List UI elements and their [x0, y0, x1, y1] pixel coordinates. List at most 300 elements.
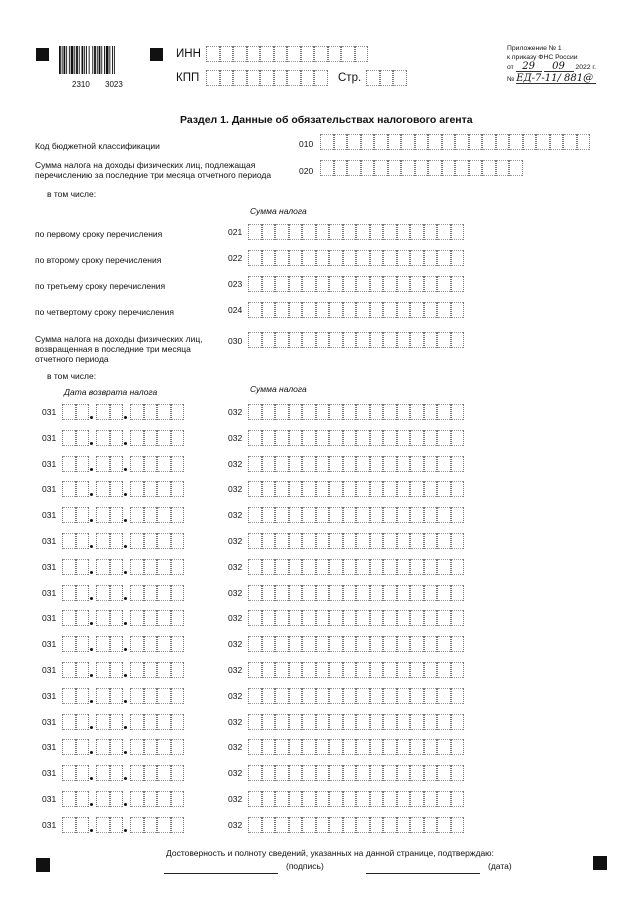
- char-cell[interactable]: [316, 765, 330, 781]
- char-cell[interactable]: [130, 817, 144, 833]
- char-cell[interactable]: [410, 662, 424, 678]
- return-sum-field[interactable]: [248, 739, 464, 755]
- char-cell[interactable]: [316, 404, 330, 420]
- char-cell[interactable]: [110, 404, 124, 420]
- char-cell[interactable]: [76, 817, 90, 833]
- char-cell[interactable]: [157, 688, 171, 704]
- char-cell[interactable]: [96, 662, 110, 678]
- char-cell[interactable]: [370, 739, 384, 755]
- char-cell[interactable]: [302, 559, 316, 575]
- char-cell[interactable]: [96, 559, 110, 575]
- char-cell[interactable]: [410, 533, 424, 549]
- char-cell[interactable]: [302, 507, 316, 523]
- char-cell[interactable]: [329, 250, 343, 266]
- return-sum-field[interactable]: [248, 481, 464, 497]
- char-cell[interactable]: [451, 507, 465, 523]
- return-sum-field[interactable]: [248, 688, 464, 704]
- char-cell[interactable]: [329, 430, 343, 446]
- char-cell[interactable]: [110, 817, 124, 833]
- char-cell[interactable]: [397, 404, 411, 420]
- char-cell[interactable]: [356, 456, 370, 472]
- char-cell[interactable]: [380, 70, 394, 86]
- return-date-field[interactable]: [62, 636, 184, 652]
- char-cell[interactable]: [289, 481, 303, 497]
- char-cell[interactable]: [356, 817, 370, 833]
- char-cell[interactable]: [130, 533, 144, 549]
- char-cell[interactable]: [383, 739, 397, 755]
- char-cell[interactable]: [343, 430, 357, 446]
- char-cell[interactable]: [96, 456, 110, 472]
- char-cell[interactable]: [424, 224, 438, 240]
- char-cell[interactable]: [316, 250, 330, 266]
- char-cell[interactable]: [76, 636, 90, 652]
- return-sum-field[interactable]: [248, 507, 464, 523]
- char-cell[interactable]: [289, 224, 303, 240]
- char-cell[interactable]: [144, 404, 158, 420]
- char-cell[interactable]: [316, 332, 330, 348]
- char-cell[interactable]: [110, 559, 124, 575]
- char-cell[interactable]: [356, 739, 370, 755]
- char-cell[interactable]: [410, 765, 424, 781]
- char-cell[interactable]: [275, 224, 289, 240]
- char-cell[interactable]: [171, 817, 185, 833]
- char-cell[interactable]: [437, 302, 451, 318]
- char-cell[interactable]: [62, 610, 76, 626]
- char-cell[interactable]: [96, 585, 110, 601]
- char-cell[interactable]: [383, 688, 397, 704]
- return-date-field[interactable]: [62, 662, 184, 678]
- char-cell[interactable]: [343, 276, 357, 292]
- return-sum-field[interactable]: [248, 610, 464, 626]
- char-cell[interactable]: [62, 404, 76, 420]
- char-cell[interactable]: [287, 46, 301, 62]
- char-cell[interactable]: [76, 404, 90, 420]
- char-cell[interactable]: [110, 456, 124, 472]
- char-cell[interactable]: [370, 791, 384, 807]
- char-cell[interactable]: [383, 481, 397, 497]
- char-cell[interactable]: [247, 46, 261, 62]
- char-cell[interactable]: [356, 688, 370, 704]
- char-cell[interactable]: [157, 533, 171, 549]
- char-cell[interactable]: [62, 791, 76, 807]
- char-cell[interactable]: [437, 456, 451, 472]
- char-cell[interactable]: [262, 791, 276, 807]
- char-cell[interactable]: [563, 134, 577, 150]
- char-cell[interactable]: [144, 507, 158, 523]
- char-cell[interactable]: [329, 224, 343, 240]
- char-cell[interactable]: [383, 507, 397, 523]
- char-cell[interactable]: [110, 765, 124, 781]
- char-cell[interactable]: [233, 46, 247, 62]
- char-cell[interactable]: [157, 507, 171, 523]
- char-cell[interactable]: [451, 533, 465, 549]
- char-cell[interactable]: [302, 585, 316, 601]
- char-cell[interactable]: [424, 791, 438, 807]
- char-cell[interactable]: [262, 404, 276, 420]
- char-cell[interactable]: [451, 636, 465, 652]
- char-cell[interactable]: [366, 70, 380, 86]
- char-cell[interactable]: [451, 662, 465, 678]
- char-cell[interactable]: [437, 404, 451, 420]
- char-cell[interactable]: [370, 456, 384, 472]
- char-cell[interactable]: [144, 739, 158, 755]
- char-cell[interactable]: [329, 662, 343, 678]
- char-cell[interactable]: [316, 739, 330, 755]
- char-cell[interactable]: [356, 430, 370, 446]
- char-cell[interactable]: [275, 559, 289, 575]
- char-cell[interactable]: [437, 559, 451, 575]
- char-cell[interactable]: [302, 610, 316, 626]
- char-cell[interactable]: [356, 791, 370, 807]
- char-cell[interactable]: [130, 481, 144, 497]
- term-amount-field[interactable]: [248, 302, 464, 318]
- char-cell[interactable]: [437, 688, 451, 704]
- char-cell[interactable]: [383, 533, 397, 549]
- char-cell[interactable]: [469, 160, 483, 176]
- char-cell[interactable]: [248, 765, 262, 781]
- char-cell[interactable]: [171, 533, 185, 549]
- char-cell[interactable]: [397, 688, 411, 704]
- char-cell[interactable]: [130, 585, 144, 601]
- char-cell[interactable]: [144, 817, 158, 833]
- return-sum-field[interactable]: [248, 585, 464, 601]
- char-cell[interactable]: [329, 481, 343, 497]
- char-cell[interactable]: [397, 481, 411, 497]
- char-cell[interactable]: [316, 791, 330, 807]
- char-cell[interactable]: [316, 662, 330, 678]
- char-cell[interactable]: [329, 714, 343, 730]
- char-cell[interactable]: [110, 791, 124, 807]
- char-cell[interactable]: [275, 739, 289, 755]
- char-cell[interactable]: [343, 481, 357, 497]
- char-cell[interactable]: [302, 332, 316, 348]
- char-cell[interactable]: [76, 765, 90, 781]
- char-cell[interactable]: [383, 224, 397, 240]
- char-cell[interactable]: [289, 404, 303, 420]
- char-cell[interactable]: [289, 507, 303, 523]
- char-cell[interactable]: [302, 765, 316, 781]
- char-cell[interactable]: [424, 636, 438, 652]
- char-cell[interactable]: [62, 585, 76, 601]
- char-cell[interactable]: [383, 714, 397, 730]
- char-cell[interactable]: [316, 714, 330, 730]
- char-cell[interactable]: [428, 160, 442, 176]
- return-date-field[interactable]: [62, 481, 184, 497]
- char-cell[interactable]: [410, 332, 424, 348]
- char-cell[interactable]: [397, 610, 411, 626]
- term-amount-field[interactable]: [248, 276, 464, 292]
- char-cell[interactable]: [248, 250, 262, 266]
- char-cell[interactable]: [370, 688, 384, 704]
- char-cell[interactable]: [410, 507, 424, 523]
- char-cell[interactable]: [343, 765, 357, 781]
- char-cell[interactable]: [289, 430, 303, 446]
- char-cell[interactable]: [370, 507, 384, 523]
- char-cell[interactable]: [397, 817, 411, 833]
- char-cell[interactable]: [410, 302, 424, 318]
- char-cell[interactable]: [248, 302, 262, 318]
- char-cell[interactable]: [356, 559, 370, 575]
- return-date-field[interactable]: [62, 817, 184, 833]
- char-cell[interactable]: [262, 456, 276, 472]
- char-cell[interactable]: [144, 430, 158, 446]
- char-cell[interactable]: [451, 765, 465, 781]
- char-cell[interactable]: [220, 46, 234, 62]
- char-cell[interactable]: [260, 70, 274, 86]
- char-cell[interactable]: [171, 714, 185, 730]
- char-cell[interactable]: [410, 714, 424, 730]
- char-cell[interactable]: [397, 430, 411, 446]
- char-cell[interactable]: [262, 739, 276, 755]
- char-cell[interactable]: [316, 817, 330, 833]
- char-cell[interactable]: [370, 662, 384, 678]
- char-cell[interactable]: [509, 160, 523, 176]
- char-cell[interactable]: [329, 507, 343, 523]
- char-cell[interactable]: [410, 456, 424, 472]
- char-cell[interactable]: [329, 404, 343, 420]
- char-cell[interactable]: [248, 714, 262, 730]
- char-cell[interactable]: [316, 688, 330, 704]
- char-cell[interactable]: [62, 507, 76, 523]
- char-cell[interactable]: [275, 585, 289, 601]
- char-cell[interactable]: [424, 765, 438, 781]
- char-cell[interactable]: [383, 250, 397, 266]
- char-cell[interactable]: [248, 662, 262, 678]
- char-cell[interactable]: [356, 765, 370, 781]
- char-cell[interactable]: [110, 507, 124, 523]
- char-cell[interactable]: [262, 507, 276, 523]
- char-cell[interactable]: [157, 430, 171, 446]
- char-cell[interactable]: [275, 688, 289, 704]
- char-cell[interactable]: [248, 559, 262, 575]
- char-cell[interactable]: [76, 559, 90, 575]
- char-cell[interactable]: [275, 507, 289, 523]
- char-cell[interactable]: [329, 559, 343, 575]
- char-cell[interactable]: [370, 481, 384, 497]
- char-cell[interactable]: [410, 250, 424, 266]
- char-cell[interactable]: [383, 636, 397, 652]
- char-cell[interactable]: [289, 817, 303, 833]
- char-cell[interactable]: [206, 70, 220, 86]
- char-cell[interactable]: [383, 610, 397, 626]
- char-cell[interactable]: [397, 224, 411, 240]
- char-cell[interactable]: [437, 481, 451, 497]
- char-cell[interactable]: [370, 610, 384, 626]
- char-cell[interactable]: [424, 456, 438, 472]
- char-cell[interactable]: [410, 481, 424, 497]
- char-cell[interactable]: [76, 481, 90, 497]
- char-cell[interactable]: [144, 610, 158, 626]
- char-cell[interactable]: [289, 302, 303, 318]
- char-cell[interactable]: [233, 70, 247, 86]
- kbk-field[interactable]: [320, 134, 590, 150]
- char-cell[interactable]: [451, 224, 465, 240]
- return-sum-field[interactable]: [248, 765, 464, 781]
- char-cell[interactable]: [370, 636, 384, 652]
- char-cell[interactable]: [329, 636, 343, 652]
- char-cell[interactable]: [62, 559, 76, 575]
- char-cell[interactable]: [289, 791, 303, 807]
- char-cell[interactable]: [275, 481, 289, 497]
- char-cell[interactable]: [274, 46, 288, 62]
- char-cell[interactable]: [415, 134, 429, 150]
- char-cell[interactable]: [110, 662, 124, 678]
- char-cell[interactable]: [329, 688, 343, 704]
- char-cell[interactable]: [144, 765, 158, 781]
- char-cell[interactable]: [262, 559, 276, 575]
- char-cell[interactable]: [289, 662, 303, 678]
- char-cell[interactable]: [347, 134, 361, 150]
- char-cell[interactable]: [536, 134, 550, 150]
- char-cell[interactable]: [383, 662, 397, 678]
- char-cell[interactable]: [274, 70, 288, 86]
- char-cell[interactable]: [262, 610, 276, 626]
- char-cell[interactable]: [316, 585, 330, 601]
- char-cell[interactable]: [343, 610, 357, 626]
- char-cell[interactable]: [383, 791, 397, 807]
- char-cell[interactable]: [275, 456, 289, 472]
- char-cell[interactable]: [316, 302, 330, 318]
- return-date-field[interactable]: [62, 791, 184, 807]
- char-cell[interactable]: [130, 636, 144, 652]
- char-cell[interactable]: [302, 662, 316, 678]
- char-cell[interactable]: [397, 739, 411, 755]
- char-cell[interactable]: [356, 481, 370, 497]
- char-cell[interactable]: [410, 276, 424, 292]
- char-cell[interactable]: [397, 276, 411, 292]
- char-cell[interactable]: [144, 533, 158, 549]
- char-cell[interactable]: [110, 430, 124, 446]
- char-cell[interactable]: [302, 302, 316, 318]
- char-cell[interactable]: [320, 134, 334, 150]
- char-cell[interactable]: [328, 46, 342, 62]
- return-date-field[interactable]: [62, 430, 184, 446]
- char-cell[interactable]: [144, 791, 158, 807]
- char-cell[interactable]: [289, 559, 303, 575]
- char-cell[interactable]: [437, 533, 451, 549]
- char-cell[interactable]: [343, 817, 357, 833]
- char-cell[interactable]: [356, 610, 370, 626]
- return-sum-field[interactable]: [248, 662, 464, 678]
- char-cell[interactable]: [314, 46, 328, 62]
- char-cell[interactable]: [302, 250, 316, 266]
- char-cell[interactable]: [401, 160, 415, 176]
- char-cell[interactable]: [289, 636, 303, 652]
- char-cell[interactable]: [343, 332, 357, 348]
- date-line[interactable]: [366, 873, 480, 874]
- char-cell[interactable]: [356, 404, 370, 420]
- char-cell[interactable]: [96, 688, 110, 704]
- char-cell[interactable]: [275, 404, 289, 420]
- char-cell[interactable]: [171, 559, 185, 575]
- char-cell[interactable]: [343, 404, 357, 420]
- char-cell[interactable]: [343, 250, 357, 266]
- char-cell[interactable]: [397, 507, 411, 523]
- char-cell[interactable]: [289, 714, 303, 730]
- char-cell[interactable]: [370, 404, 384, 420]
- char-cell[interactable]: [334, 160, 348, 176]
- char-cell[interactable]: [62, 765, 76, 781]
- char-cell[interactable]: [144, 688, 158, 704]
- char-cell[interactable]: [343, 714, 357, 730]
- char-cell[interactable]: [275, 714, 289, 730]
- char-cell[interactable]: [316, 610, 330, 626]
- char-cell[interactable]: [509, 134, 523, 150]
- char-cell[interactable]: [62, 481, 76, 497]
- char-cell[interactable]: [248, 332, 262, 348]
- char-cell[interactable]: [248, 791, 262, 807]
- char-cell[interactable]: [451, 585, 465, 601]
- char-cell[interactable]: [220, 70, 234, 86]
- char-cell[interactable]: [370, 250, 384, 266]
- char-cell[interactable]: [370, 817, 384, 833]
- char-cell[interactable]: [96, 404, 110, 420]
- char-cell[interactable]: [144, 662, 158, 678]
- char-cell[interactable]: [130, 688, 144, 704]
- char-cell[interactable]: [424, 302, 438, 318]
- char-cell[interactable]: [383, 765, 397, 781]
- return-date-field[interactable]: [62, 404, 184, 420]
- char-cell[interactable]: [370, 332, 384, 348]
- char-cell[interactable]: [157, 714, 171, 730]
- char-cell[interactable]: [96, 610, 110, 626]
- char-cell[interactable]: [171, 688, 185, 704]
- char-cell[interactable]: [424, 610, 438, 626]
- char-cell[interactable]: [316, 481, 330, 497]
- char-cell[interactable]: [110, 533, 124, 549]
- char-cell[interactable]: [451, 610, 465, 626]
- char-cell[interactable]: [275, 791, 289, 807]
- char-cell[interactable]: [424, 817, 438, 833]
- char-cell[interactable]: [130, 714, 144, 730]
- char-cell[interactable]: [289, 739, 303, 755]
- return-date-field[interactable]: [62, 456, 184, 472]
- char-cell[interactable]: [302, 481, 316, 497]
- char-cell[interactable]: [260, 46, 274, 62]
- char-cell[interactable]: [437, 430, 451, 446]
- char-cell[interactable]: [275, 636, 289, 652]
- char-cell[interactable]: [248, 507, 262, 523]
- char-cell[interactable]: [76, 507, 90, 523]
- char-cell[interactable]: [96, 765, 110, 781]
- char-cell[interactable]: [157, 481, 171, 497]
- term-amount-field[interactable]: [248, 224, 464, 240]
- char-cell[interactable]: [329, 533, 343, 549]
- char-cell[interactable]: [262, 817, 276, 833]
- char-cell[interactable]: [397, 636, 411, 652]
- char-cell[interactable]: [356, 662, 370, 678]
- char-cell[interactable]: [437, 507, 451, 523]
- char-cell[interactable]: [96, 817, 110, 833]
- term-amount-field[interactable]: [248, 250, 464, 266]
- char-cell[interactable]: [455, 134, 469, 150]
- char-cell[interactable]: [383, 332, 397, 348]
- char-cell[interactable]: [415, 160, 429, 176]
- return-date-field[interactable]: [62, 688, 184, 704]
- char-cell[interactable]: [424, 714, 438, 730]
- char-cell[interactable]: [356, 224, 370, 240]
- char-cell[interactable]: [361, 134, 375, 150]
- char-cell[interactable]: [302, 791, 316, 807]
- char-cell[interactable]: [437, 739, 451, 755]
- char-cell[interactable]: [248, 404, 262, 420]
- signature-line[interactable]: [164, 873, 278, 874]
- char-cell[interactable]: [410, 636, 424, 652]
- char-cell[interactable]: [289, 765, 303, 781]
- return-date-field[interactable]: [62, 507, 184, 523]
- return-sum-field[interactable]: [248, 533, 464, 549]
- char-cell[interactable]: [248, 636, 262, 652]
